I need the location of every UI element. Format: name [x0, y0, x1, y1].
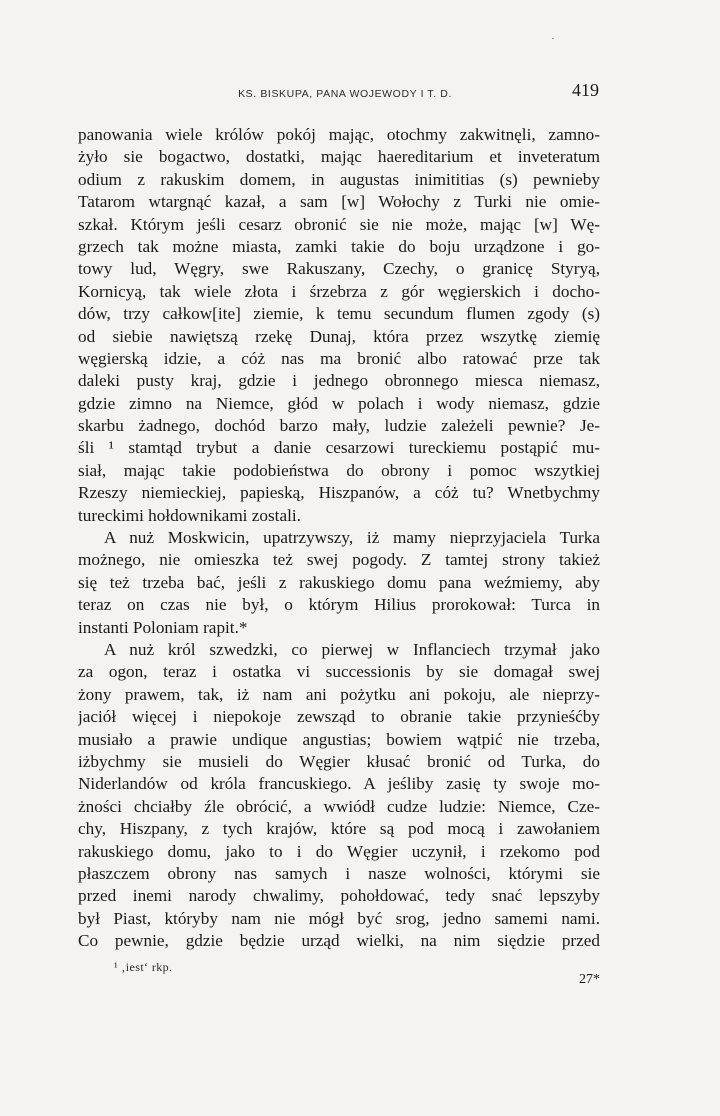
text-line: Kornicyą, tak wiele złota i śrzebrza z gór węgierskich i docho-	[78, 281, 600, 301]
text-line: iżbychmy sie musieli do Węgier kłusać bronić od Turka, do	[78, 751, 600, 771]
text-line: żony prawem, tak, iż nam ani pożytku ani pokoju, ale nieprzy-	[78, 684, 600, 704]
text-line: się też trzeba bać, jeśli z rakuskiego domu pana weźmiemy, aby	[78, 572, 600, 592]
text-line: szkał. Którym jeśli cesarz obronić sie nie może, mając [w] Wę-	[78, 214, 600, 234]
text-line: teraz on czas nie był, o którym Hilius prorokował: Turca in	[78, 595, 600, 615]
text-line: za ogon, teraz i ostatka vi successionis by sie domagał swej	[78, 662, 600, 682]
text-line: węgierską idzie, a cóż nas ma bronić albo ratować prze tak	[78, 348, 600, 368]
text-line: siał, mając takie podobieństwa do obrony i pomoc wszytkiej	[78, 460, 600, 480]
running-head: KS. BISKUPA, PANA WOJEWODY I T. D.	[238, 88, 452, 100]
text-line: od siebie nawiętszą rzekę Dunaj, która przez wszytkę ziemię	[78, 326, 600, 346]
text-line: był Piast, któryby nam nie mógł być srog, jedno samemi nami.	[78, 908, 600, 928]
text-line: A nuż Moskwicin, upatrzywszy, iż mamy nieprzyjaciela Turka	[104, 528, 600, 548]
text-line: odium z rakuskim domem, in augustas inimititias (s) pewnieby	[78, 169, 600, 189]
footnote: ¹ ‚iest‘ rkp.	[114, 960, 173, 974]
text-line: A nuż król szwedzki, co pierwej w Inflanciech trzymał jako	[104, 639, 600, 659]
text-line: chy, Hiszpany, z tych krajów, które są pod mocą i zawołaniem	[78, 819, 600, 839]
text-line: przed inemi narody chwalimy, pohołdować, tedy snać lepszyby	[78, 886, 600, 906]
text-line: tureckimi hołdownikami zostali.	[78, 505, 301, 525]
text-line: śli ¹ stamtąd trybut a danie cesarzowi tureckiemu postąpić mu-	[78, 438, 600, 458]
text-line: grzech tak możne miasta, zamki takie do boju urządzone i go-	[78, 236, 600, 256]
text-line: żności chciałby źle obrócić, a wwiódł cudze ludzie: Niemce, Cze-	[78, 796, 600, 816]
text-line: Tatarom wtargnąć kazał, a sam [w] Wołochy z Turki nie omie-	[78, 192, 600, 212]
text-line: Rzeszy niemieckiej, papieską, Hiszpanów, a cóż tu? Wnetbychmy	[78, 483, 600, 503]
text-line: jaciół więcej i niepokoje zewsząd to obranie takie przynieśćby	[78, 707, 600, 727]
text-line: Niderlandów od króla francuskiego. A jeśliby zasię ty swoje mo-	[78, 774, 600, 794]
text-line: musiało a prawie undique angustias; bowiem wątpić nie trzeba,	[78, 729, 600, 749]
text-line: gdzie zimno na Niemce, głód w polach i wody niemasz, gdzie	[78, 393, 600, 413]
text-line: daleki pusty kraj, gdzie i jednego obronnego miesca niemasz,	[78, 371, 600, 391]
text-line: żyło sie bogactwo, dostatki, mając haereditarium et inveteratum	[78, 147, 600, 167]
text-line: rakuskiego domu, jako to i do Węgier uczynił, i rzekomo pod	[78, 841, 600, 861]
body-text	[78, 124, 600, 952]
text-line: płaszczem obrony nas samych i nasze wolności, którymi sie	[78, 863, 600, 883]
text-line: skarbu żadnego, dochód barzo mały, ludzie zależeli pewnie? Je-	[78, 416, 600, 436]
text-line: panowania wiele królów pokój mając, otochmy zakwitnęli, zamno-	[78, 125, 600, 144]
text-line: możnego, nie omieszka też swej pogody. Z tamtej strony takież	[78, 550, 600, 570]
text-line: Co pewnie, gdzie będzie urząd wielki, na nim siędzie przed	[78, 931, 600, 951]
text-line: dów, trzy całkow[ite] ziemie, k temu secundum flumen zgody (s)	[78, 304, 600, 324]
page-number: 419	[572, 80, 599, 100]
scan-speck	[552, 38, 554, 39]
text-line: towy lud, Węgry, swe Rakuszany, Czechy, o granicę Styryą,	[78, 259, 600, 279]
text-line: instanti Poloniam rapit.*	[78, 617, 248, 637]
signature-mark: 27*	[579, 972, 600, 987]
